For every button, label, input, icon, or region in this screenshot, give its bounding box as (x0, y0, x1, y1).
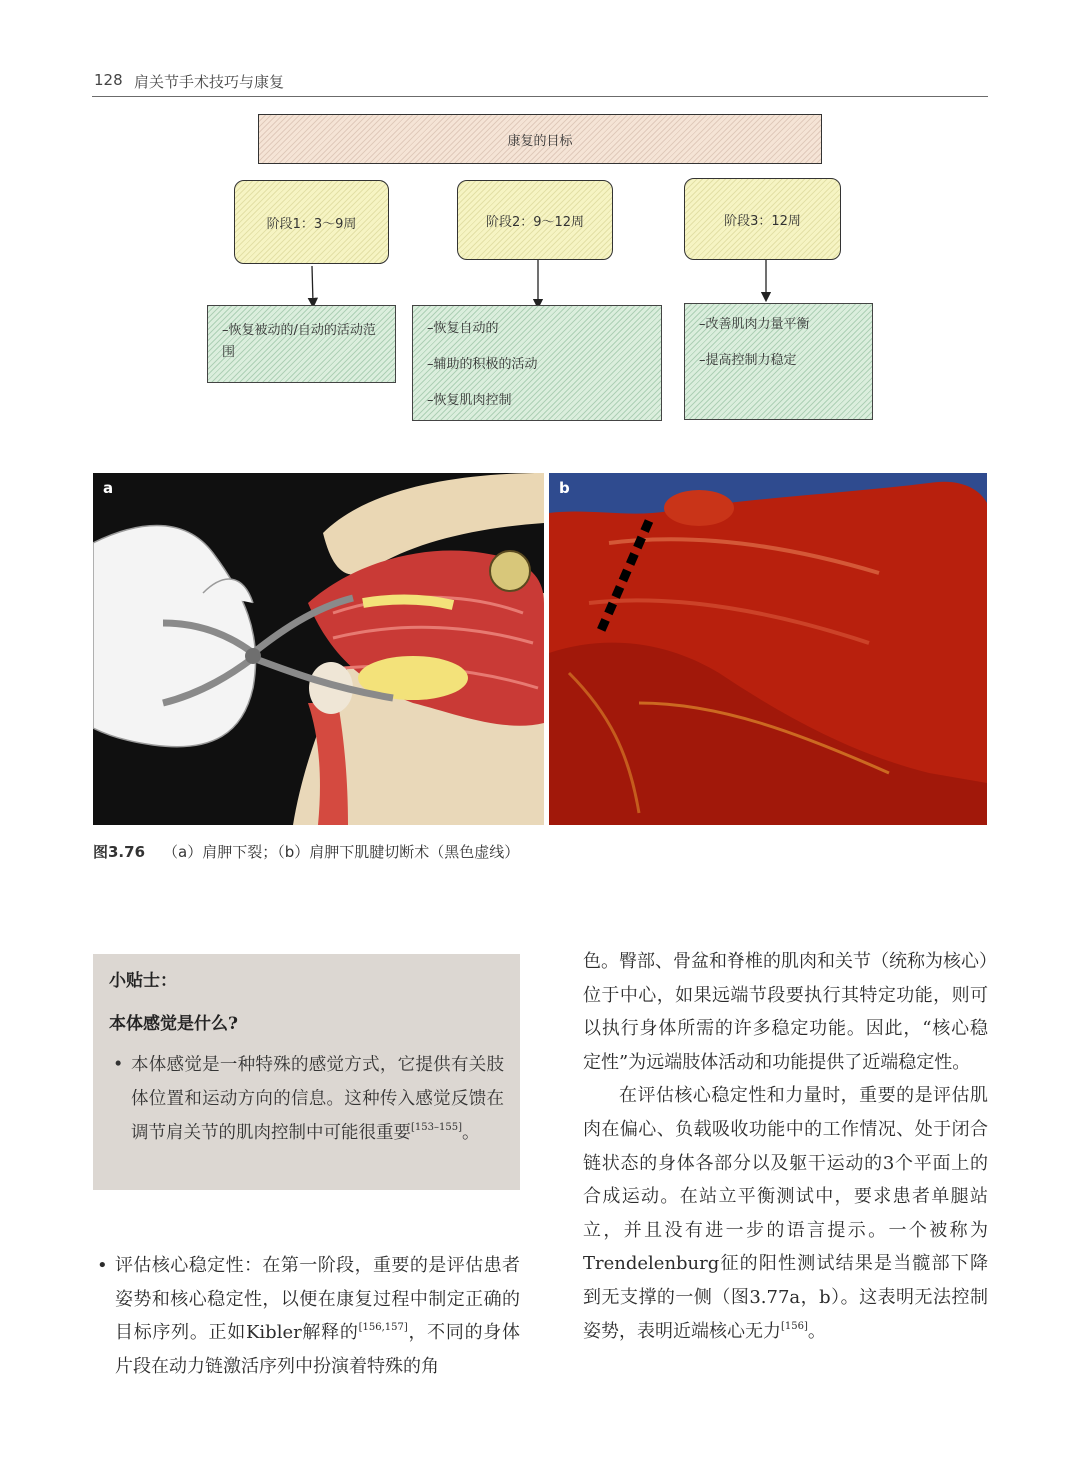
figure-caption (93, 841, 519, 862)
tip-heading: 小贴士： (109, 971, 177, 991)
bullet-icon: • (97, 1255, 108, 1276)
stage-2-goals (412, 305, 662, 421)
tip-bullet (109, 1048, 504, 1150)
stage-2-goal-2: –辅助的积极的活动 (427, 357, 538, 372)
figure-number: 图3.76 (93, 843, 146, 861)
tip-bullet-end: 。 (461, 1123, 480, 1143)
right-paragraph-1: 色。臀部、骨盆和脊椎的肌肉和关节（统称为核心）位于中心，如果远端节段要执行其特定功能，则可以执行身体所需的许多稳定功能。因此，“核心稳定性”为远端肢体活动和功能提供了近端稳定性。 (583, 951, 988, 1073)
core-stability-bullet (93, 1249, 520, 1383)
figure-a-illustration (93, 473, 544, 825)
figure-a-label: a (103, 479, 114, 497)
left-column (93, 1249, 520, 1383)
tip-citation: [153–155] (411, 1122, 462, 1133)
figure-caption-text: （a）肩胛下裂；（b）肩胛下肌腱切断术（黑色虚线） (163, 843, 520, 861)
stage-1-goals (207, 305, 396, 383)
tip-bullet-text: 本体感觉是一种特殊的感觉方式，它提供有关肢体位置和运动方向的信息。这种传入感觉反馈在调节肩关节的肌肉控制中可能很重要 (131, 1055, 504, 1143)
rehab-goal-box: 康复的目标 (258, 114, 822, 164)
right-paragraph-2-end: 。 (807, 1320, 826, 1342)
stage-3-goals (684, 303, 873, 420)
book-title: 肩关节手术技巧与康复 (134, 73, 285, 91)
stage-3-box: 阶段3：12周 (684, 178, 841, 260)
stage-3-goal-2: –提高控制力稳定 (699, 353, 797, 368)
page-number: 128 (94, 71, 123, 89)
figure-b-drawing (549, 473, 987, 825)
right-paragraph-2 (583, 1079, 988, 1348)
figure-b-label: b (559, 479, 570, 497)
tip-question: 本体感觉是什么? (109, 1014, 238, 1034)
left-citation: [156,157] (358, 1322, 408, 1334)
tip-box (93, 954, 520, 1190)
figure-b-photo (549, 473, 987, 825)
rehab-goals-flowchart (0, 0, 1080, 440)
right-citation: [156] (781, 1320, 808, 1332)
right-column (583, 945, 988, 1348)
figure-a-drawing (93, 473, 544, 825)
left-text-2: ，不同的身体片段在动力链激活序列中扮演着特殊的角 (115, 1322, 521, 1377)
bullet-icon: • (113, 1055, 124, 1075)
stage-2-goal-1: –恢复自动的 (427, 321, 499, 336)
arrow-stage1 (312, 266, 313, 303)
left-text-1: 评估核心稳定性：在第一阶段，重要的是评估患者姿势和核心稳定性，以便在康复过程中制定正确的目标序列。正如Kibler解释的 (115, 1255, 520, 1344)
right-paragraph-2-text: 在评估核心稳定性和力量时，重要的是评估肌肉在偏心、负载吸收功能中的工作情况、处于闭合链状态的身体各部分以及躯干运动的3个平面上的合成运动。在站立平衡测试中，要求患者单腿站立，并且没有进一步的语言提示。一个被称为Trendelenburg征的阳性测试结果是当髋部下降到无支撑的一侧（图3.77a，b）。这表明无法控制姿势，表明近端核心无力 (583, 1085, 988, 1342)
stage-2-box: 阶段2：9～12周 (457, 180, 613, 260)
stage-1-box: 阶段1：3～9周 (234, 180, 389, 264)
stage-1-goal-1: –恢复被动的/自动的活动范围 (222, 323, 376, 360)
stage-2-goal-3: –恢复肌肉控制 (427, 393, 512, 408)
stage-3-goal-1: –改善肌肉力量平衡 (699, 317, 810, 332)
